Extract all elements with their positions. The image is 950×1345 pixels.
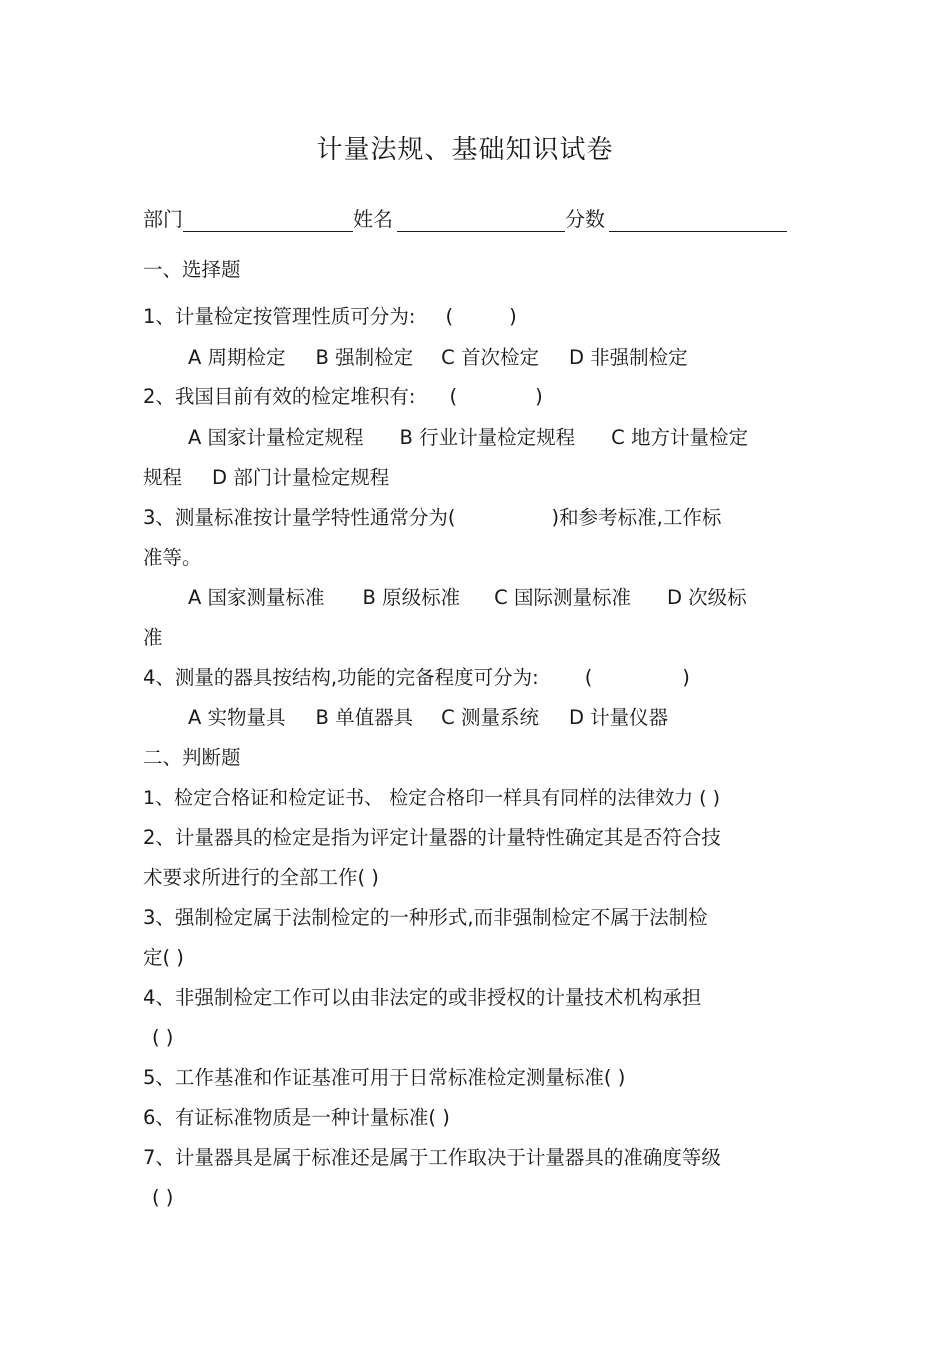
option-d: D 计量仪器 bbox=[568, 706, 669, 729]
option-b: B 行业计量检定规程 bbox=[399, 426, 576, 449]
judgment-3-line-1: 3、强制检定属于法制检定的一种形式,而非强制检定不属于法制检 bbox=[143, 906, 708, 929]
question-2-bracket-close: ) bbox=[535, 385, 543, 408]
question-4-options bbox=[188, 705, 668, 731]
question-3-stem-b: )和参考标准,工作标 bbox=[551, 506, 722, 529]
header-fields bbox=[143, 202, 803, 232]
option-a: A 国家计量检定规程 bbox=[188, 426, 364, 449]
question-2-options bbox=[188, 425, 748, 451]
question-1 bbox=[143, 304, 517, 330]
option-b: B 单值器具 bbox=[315, 706, 414, 729]
question-1-options bbox=[188, 345, 688, 371]
question-4-bracket-close: ) bbox=[682, 666, 690, 689]
name-label: 姓名 bbox=[353, 207, 393, 231]
judgment-6: 6、有证标准物质是一种计量标准( ) bbox=[143, 1106, 450, 1129]
judgment-7-line-1: 7、计量器具是属于标准还是属于工作取决于计量器具的准确度等级 bbox=[143, 1146, 721, 1169]
question-1-stem: 1、计量检定按管理性质可分为: bbox=[143, 305, 416, 328]
question-1-bracket-close: ) bbox=[509, 305, 517, 328]
judgment-3-line-2: 定( ) bbox=[143, 946, 184, 969]
page-title: 计量法规、基础知识试卷 bbox=[316, 135, 614, 165]
question-3-stem-cont: 准等。 bbox=[143, 546, 202, 569]
option-c-cont: 规程 bbox=[143, 466, 183, 489]
judgment-7-line-2: ( ) bbox=[152, 1186, 174, 1209]
option-b: B 原级标准 bbox=[362, 586, 461, 609]
score-label: 分数 bbox=[565, 207, 605, 231]
question-2-bracket-open: ( bbox=[449, 385, 458, 408]
option-d: D 次级标 bbox=[666, 586, 747, 609]
question-3-options-cont: 准 bbox=[143, 626, 163, 649]
question-3-stem-a: 3、测量标准按计量学特性通常分为( bbox=[143, 506, 456, 529]
option-c: C 首次检定 bbox=[441, 346, 539, 369]
judgment-1: 1、检定合格证和检定证书、 检定合格印一样具有同样的法律效力 ( ) bbox=[143, 787, 721, 809]
option-a: A 周期检定 bbox=[188, 346, 286, 369]
score-blank[interactable] bbox=[609, 207, 787, 232]
judgment-4-line-2: ( ) bbox=[152, 1026, 174, 1049]
option-d: D 部门计量检定规程 bbox=[212, 466, 390, 489]
section-choice-heading: 一、选择题 bbox=[143, 258, 241, 281]
dept-blank[interactable] bbox=[183, 207, 353, 232]
question-4-bracket-open: ( bbox=[584, 666, 593, 689]
judgment-2-line-1: 2、计量器具的检定是指为评定计量器的计量特性确定其是否符合技 bbox=[143, 826, 721, 849]
question-4 bbox=[143, 665, 690, 691]
judgment-4-line-1: 4、非强制检定工作可以由非法定的或非授权的计量技术机构承担 bbox=[143, 986, 702, 1009]
question-3 bbox=[143, 505, 721, 531]
question-4-stem: 4、测量的器具按结构,功能的完备程度可分为: bbox=[143, 666, 539, 689]
question-3-options bbox=[188, 585, 747, 611]
option-b: B 强制检定 bbox=[315, 346, 414, 369]
option-c: C 国际测量标准 bbox=[494, 586, 631, 609]
option-d: D 非强制检定 bbox=[568, 346, 688, 369]
judgment-5: 5、工作基准和作证基准可用于日常标准检定测量标准( ) bbox=[143, 1066, 626, 1089]
dept-label: 部门 bbox=[143, 207, 183, 231]
judgment-2-line-2: 术要求所进行的全部工作( ) bbox=[143, 866, 379, 889]
question-2-stem: 2、我国目前有效的检定堆积有: bbox=[143, 385, 416, 408]
section-judgment-heading: 二、判断题 bbox=[143, 746, 241, 769]
option-a: A 国家测量标准 bbox=[188, 586, 325, 609]
option-a: A 实物量具 bbox=[188, 706, 286, 729]
name-blank[interactable] bbox=[397, 207, 565, 232]
option-c: C 地方计量检定 bbox=[611, 426, 748, 449]
option-c: C 测量系统 bbox=[441, 706, 539, 729]
question-1-bracket-open: ( bbox=[445, 305, 454, 328]
question-2-options-cont bbox=[143, 465, 389, 491]
question-2 bbox=[143, 384, 543, 410]
